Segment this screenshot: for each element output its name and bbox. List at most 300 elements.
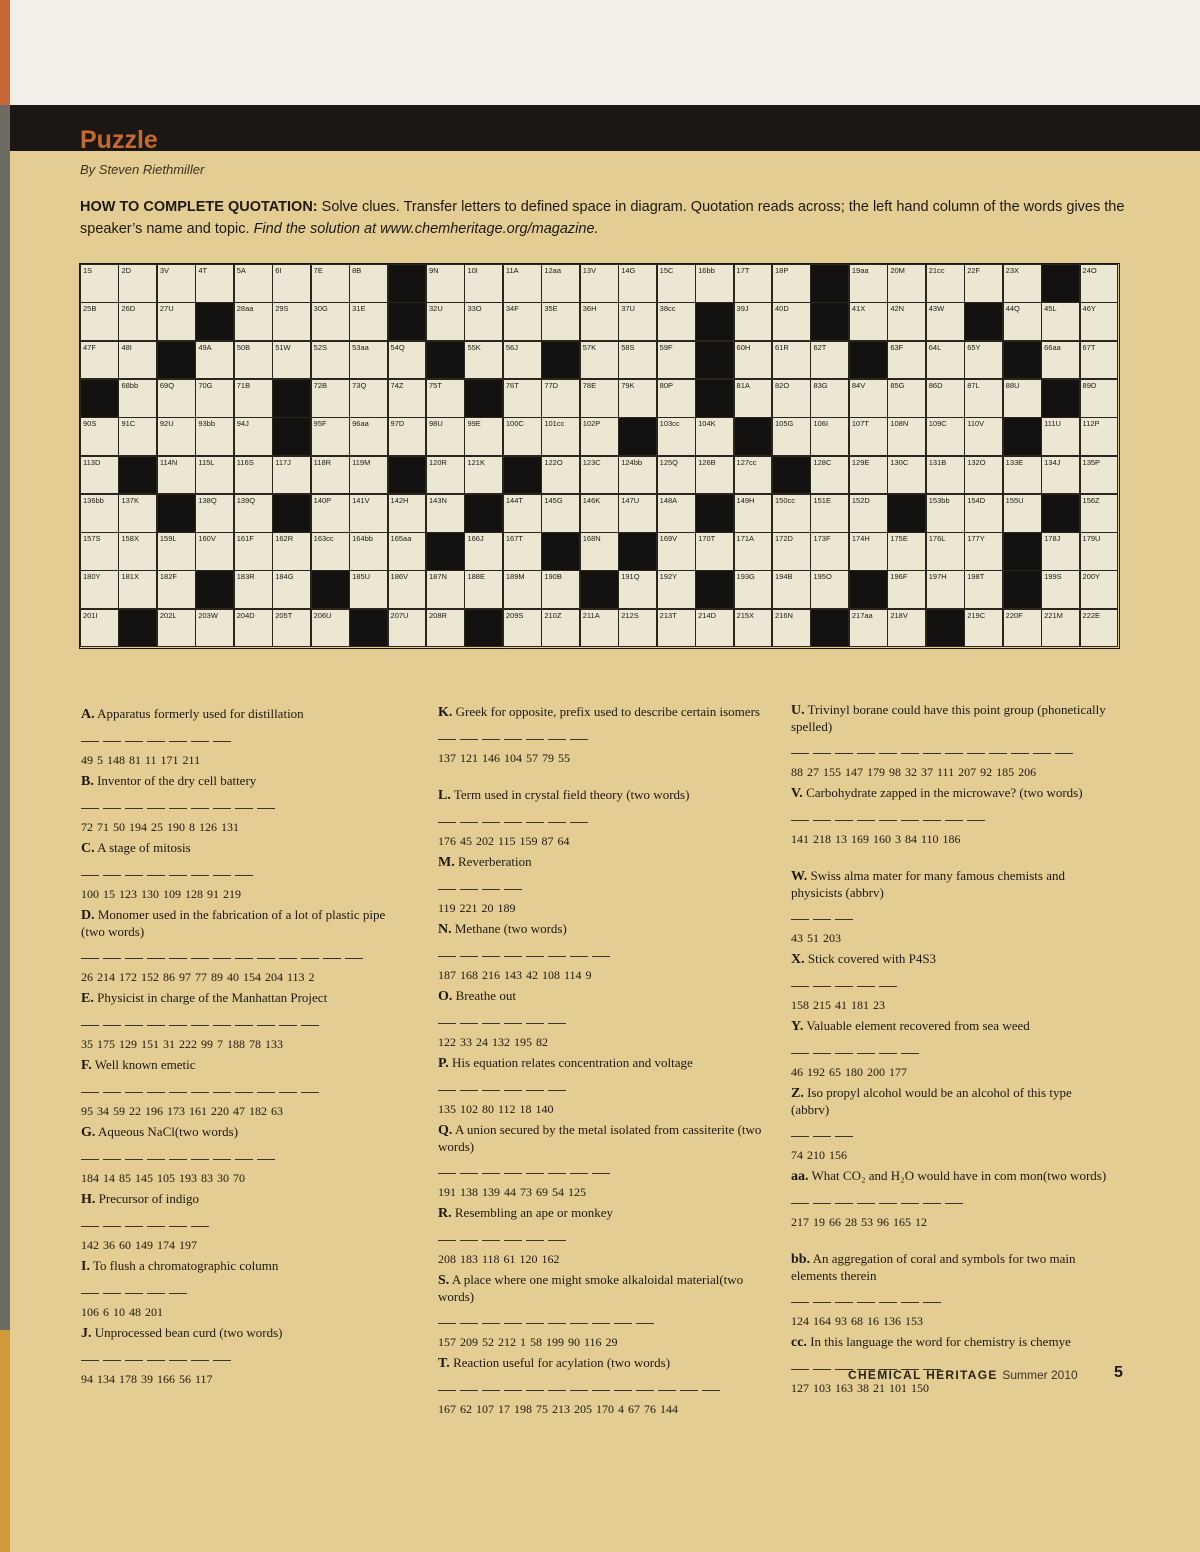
answer-blank[interactable] xyxy=(901,743,919,754)
answer-blanks[interactable] xyxy=(438,1230,768,1248)
grid-cell: 96aa xyxy=(349,417,388,456)
answer-blank[interactable] xyxy=(548,1313,566,1324)
grid-cell: 212S xyxy=(618,609,657,648)
answer-blank[interactable] xyxy=(923,1292,941,1303)
answer-blank[interactable] xyxy=(191,1082,209,1093)
answer-blank[interactable] xyxy=(438,1080,456,1091)
answer-blank[interactable] xyxy=(345,948,363,959)
answer-blanks[interactable] xyxy=(81,865,401,883)
answer-blanks[interactable] xyxy=(81,1216,401,1234)
answer-blank[interactable] xyxy=(191,948,209,959)
answer-blank[interactable] xyxy=(857,810,875,821)
answer-blank[interactable] xyxy=(460,1163,478,1174)
answer-blank[interactable] xyxy=(169,1149,187,1160)
answer-blank[interactable] xyxy=(548,1230,566,1241)
answer-blank[interactable] xyxy=(191,731,209,742)
answer-blank[interactable] xyxy=(213,1082,231,1093)
answer-blank[interactable] xyxy=(103,1149,121,1160)
grid-cell: 93bb xyxy=(195,417,234,456)
grid-cell: 211A xyxy=(580,609,619,648)
grid-cell: 97D xyxy=(388,417,427,456)
answer-blank[interactable] xyxy=(813,1359,831,1370)
answer-blank[interactable] xyxy=(702,1380,720,1391)
answer-blank[interactable] xyxy=(857,1292,875,1303)
answer-blank[interactable] xyxy=(1033,743,1051,754)
answer-blanks[interactable] xyxy=(791,1126,1111,1144)
answer-blank[interactable] xyxy=(835,743,853,754)
answer-blank[interactable] xyxy=(835,1292,853,1303)
answer-blank[interactable] xyxy=(438,812,456,823)
answer-blank[interactable] xyxy=(301,1082,319,1093)
grid-cell-blocked xyxy=(464,609,503,648)
answer-blank[interactable] xyxy=(103,1283,121,1294)
grid-cell: 32U xyxy=(426,302,465,341)
answer-blank[interactable] xyxy=(548,1380,566,1391)
answer-blank[interactable] xyxy=(791,743,809,754)
answer-blank[interactable] xyxy=(147,1149,165,1160)
answer-blank[interactable] xyxy=(482,812,500,823)
answer-blank[interactable] xyxy=(482,1163,500,1174)
answer-blanks[interactable] xyxy=(791,1193,1111,1211)
answer-blank[interactable] xyxy=(813,1043,831,1054)
answer-blanks[interactable] xyxy=(81,1350,401,1368)
answer-blank[interactable] xyxy=(791,1043,809,1054)
answer-blank[interactable] xyxy=(460,1313,478,1324)
answer-blank[interactable] xyxy=(438,1313,456,1324)
grid-cell: 15C xyxy=(657,264,696,303)
answer-blank[interactable] xyxy=(191,1015,209,1026)
grid-cell: 170T xyxy=(695,532,734,571)
answer-blank[interactable] xyxy=(813,810,831,821)
answer-blank[interactable] xyxy=(526,1013,544,1024)
answer-blank[interactable] xyxy=(504,1313,522,1324)
grid-cell: 48I xyxy=(118,341,157,380)
answer-blank[interactable] xyxy=(191,798,209,809)
answer-blank[interactable] xyxy=(460,946,478,957)
answer-blank[interactable] xyxy=(147,1216,165,1227)
answer-blanks[interactable] xyxy=(81,1082,401,1100)
answer-blank[interactable] xyxy=(592,1313,610,1324)
clue-item xyxy=(438,988,768,1050)
answer-blank[interactable] xyxy=(103,1015,121,1026)
answer-blank[interactable] xyxy=(901,1292,919,1303)
answer-blank[interactable] xyxy=(614,1380,632,1391)
grid-cell: 132O xyxy=(964,456,1003,495)
answer-blank[interactable] xyxy=(482,1313,500,1324)
answer-blank[interactable] xyxy=(813,909,831,920)
answer-blanks[interactable] xyxy=(438,879,768,897)
answer-blank[interactable] xyxy=(548,812,566,823)
grid-cell: 9N xyxy=(426,264,465,303)
grid-cell: 84V xyxy=(849,379,888,418)
answer-blank[interactable] xyxy=(460,1013,478,1024)
answer-blank[interactable] xyxy=(81,798,99,809)
answer-blank[interactable] xyxy=(279,1015,297,1026)
answer-blank[interactable] xyxy=(923,743,941,754)
answer-blank[interactable] xyxy=(438,946,456,957)
answer-blank[interactable] xyxy=(835,1126,853,1137)
answer-blank[interactable] xyxy=(813,1292,831,1303)
answer-blank[interactable] xyxy=(835,1043,853,1054)
answer-blank[interactable] xyxy=(901,810,919,821)
answer-blank[interactable] xyxy=(103,948,121,959)
answer-blank[interactable] xyxy=(791,810,809,821)
clue-item xyxy=(438,1122,768,1200)
answer-blanks[interactable] xyxy=(81,1149,401,1167)
answer-blank[interactable] xyxy=(879,1193,897,1204)
answer-blank[interactable] xyxy=(147,1283,165,1294)
answer-blank[interactable] xyxy=(526,729,544,740)
answer-blank[interactable] xyxy=(548,729,566,740)
grid-cell: 28aa xyxy=(234,302,273,341)
answer-blank[interactable] xyxy=(460,812,478,823)
answer-blank[interactable] xyxy=(923,810,941,821)
answer-blank[interactable] xyxy=(191,1149,209,1160)
grid-cell: 182F xyxy=(157,570,196,609)
answer-blank[interactable] xyxy=(169,1283,187,1294)
clue-item xyxy=(438,787,768,849)
answer-blanks[interactable] xyxy=(438,1080,768,1098)
grid-cell-blocked xyxy=(695,379,734,418)
answer-blank[interactable] xyxy=(570,729,588,740)
instructions-solution-link: Find the solution at www.chemheritage.org/magazine. xyxy=(253,221,599,237)
clue-text: Well known emetic xyxy=(94,1057,196,1072)
answer-blank[interactable] xyxy=(504,1080,522,1091)
answer-blank[interactable] xyxy=(191,1216,209,1227)
answer-blank[interactable] xyxy=(169,1082,187,1093)
answer-blank[interactable] xyxy=(147,1015,165,1026)
grid-cell: 185U xyxy=(349,570,388,609)
grid-cell: 214D xyxy=(695,609,734,648)
answer-blank[interactable] xyxy=(526,1380,544,1391)
grid-cell: 178J xyxy=(1041,532,1080,571)
grid-cell: 213T xyxy=(657,609,696,648)
answer-blank[interactable] xyxy=(813,1193,831,1204)
answer-blank[interactable] xyxy=(125,1350,143,1361)
answer-blank[interactable] xyxy=(945,743,963,754)
answer-blank[interactable] xyxy=(125,1082,143,1093)
answer-blank[interactable] xyxy=(791,1359,809,1370)
answer-blanks[interactable] xyxy=(791,1043,1111,1061)
answer-blank[interactable] xyxy=(791,1126,809,1137)
answer-blank[interactable] xyxy=(504,1163,522,1174)
answer-blank[interactable] xyxy=(438,1230,456,1241)
answer-blank[interactable] xyxy=(791,976,809,987)
answer-blanks[interactable] xyxy=(791,1292,1111,1310)
answer-blank[interactable] xyxy=(835,1193,853,1204)
answer-blank[interactable] xyxy=(213,1350,231,1361)
answer-blank[interactable] xyxy=(460,1080,478,1091)
answer-blank[interactable] xyxy=(1055,743,1073,754)
answer-blank[interactable] xyxy=(438,1380,456,1391)
answer-blanks[interactable] xyxy=(438,729,768,747)
answer-blank[interactable] xyxy=(257,798,275,809)
answer-blank[interactable] xyxy=(791,1292,809,1303)
answer-blank[interactable] xyxy=(813,976,831,987)
answer-blank[interactable] xyxy=(526,1080,544,1091)
answer-blank[interactable] xyxy=(482,1380,500,1391)
answer-blank[interactable] xyxy=(482,879,500,890)
answer-blank[interactable] xyxy=(791,1193,809,1204)
answer-blanks[interactable] xyxy=(791,976,1111,994)
grid-cell-blocked xyxy=(849,341,888,380)
answer-blank[interactable] xyxy=(504,879,522,890)
answer-blanks[interactable] xyxy=(81,798,401,816)
answer-blank[interactable] xyxy=(592,1163,610,1174)
answer-blank[interactable] xyxy=(103,1350,121,1361)
answer-blank[interactable] xyxy=(213,1149,231,1160)
answer-blank[interactable] xyxy=(81,1015,99,1026)
answer-blank[interactable] xyxy=(504,729,522,740)
answer-blank[interactable] xyxy=(879,1292,897,1303)
answer-blank[interactable] xyxy=(169,865,187,876)
answer-blanks[interactable] xyxy=(81,1283,401,1301)
answer-blanks[interactable] xyxy=(438,946,768,964)
answer-blanks[interactable] xyxy=(438,812,768,830)
answer-blank[interactable] xyxy=(125,798,143,809)
answer-blank[interactable] xyxy=(235,865,253,876)
answer-blank[interactable] xyxy=(279,948,297,959)
answer-blank[interactable] xyxy=(636,1380,654,1391)
answer-blank[interactable] xyxy=(879,743,897,754)
grid-cell: 191Q xyxy=(618,570,657,609)
answer-blank[interactable] xyxy=(570,1313,588,1324)
grid-cell: 94J xyxy=(234,417,273,456)
answer-blanks[interactable] xyxy=(791,810,1111,828)
answer-blank[interactable] xyxy=(1011,743,1029,754)
answer-blank[interactable] xyxy=(548,1080,566,1091)
answer-blank[interactable] xyxy=(636,1313,654,1324)
answer-blanks[interactable] xyxy=(438,1313,768,1331)
answer-blank[interactable] xyxy=(857,1193,875,1204)
answer-blanks[interactable] xyxy=(81,1015,401,1033)
clue-letter: Q. xyxy=(438,1123,453,1138)
clue-item xyxy=(791,702,1111,780)
answer-blank[interactable] xyxy=(147,798,165,809)
answer-blank[interactable] xyxy=(504,812,522,823)
answer-blank[interactable] xyxy=(482,1080,500,1091)
grid-cell-blocked xyxy=(388,456,427,495)
answer-blank[interactable] xyxy=(438,879,456,890)
page-number: 5 xyxy=(1114,1364,1123,1381)
answer-blank[interactable] xyxy=(857,743,875,754)
answer-blank[interactable] xyxy=(460,729,478,740)
answer-blank[interactable] xyxy=(658,1380,676,1391)
answer-blank[interactable] xyxy=(81,865,99,876)
answer-blank[interactable] xyxy=(482,946,500,957)
answer-blank[interactable] xyxy=(147,948,165,959)
answer-blank[interactable] xyxy=(592,946,610,957)
answer-blank[interactable] xyxy=(813,1126,831,1137)
answer-blank[interactable] xyxy=(147,1082,165,1093)
answer-blank[interactable] xyxy=(125,948,143,959)
grid-cell: 150cc xyxy=(772,494,811,533)
answer-blank[interactable] xyxy=(791,909,809,920)
answer-blank[interactable] xyxy=(169,798,187,809)
answer-blank[interactable] xyxy=(81,1082,99,1093)
answer-blank[interactable] xyxy=(901,1043,919,1054)
answer-blanks[interactable] xyxy=(438,1013,768,1031)
answer-blank[interactable] xyxy=(504,1230,522,1241)
answer-blank[interactable] xyxy=(213,948,231,959)
clue-item xyxy=(791,1168,1111,1230)
clue-text: Greek for opposite, prefix used to describe certain isomers xyxy=(455,704,760,719)
answer-blank[interactable] xyxy=(548,1013,566,1024)
answer-blank[interactable] xyxy=(213,731,231,742)
answer-blank[interactable] xyxy=(438,729,456,740)
answer-blank[interactable] xyxy=(257,948,275,959)
grid-cell: 179U xyxy=(1080,532,1119,571)
answer-blank[interactable] xyxy=(81,1149,99,1160)
grid-cell: 112P xyxy=(1080,417,1119,456)
answer-blank[interactable] xyxy=(147,865,165,876)
answer-blank[interactable] xyxy=(504,946,522,957)
answer-blank[interactable] xyxy=(169,731,187,742)
answer-blanks[interactable] xyxy=(438,1380,768,1398)
answer-blank[interactable] xyxy=(526,1163,544,1174)
answer-blank[interactable] xyxy=(857,976,875,987)
answer-blank[interactable] xyxy=(570,1380,588,1391)
clue-title xyxy=(81,840,401,857)
answer-blanks[interactable] xyxy=(791,909,1111,927)
answer-blank[interactable] xyxy=(125,1149,143,1160)
grid-cell-blocked xyxy=(849,570,888,609)
answer-blank[interactable] xyxy=(257,1149,275,1160)
answer-blank[interactable] xyxy=(592,1380,610,1391)
answer-blank[interactable] xyxy=(570,812,588,823)
answer-blank[interactable] xyxy=(235,1015,253,1026)
answer-blank[interactable] xyxy=(460,1230,478,1241)
answer-blank[interactable] xyxy=(482,729,500,740)
answer-blank[interactable] xyxy=(125,865,143,876)
grid-cell: 207U xyxy=(388,609,427,648)
answer-blank[interactable] xyxy=(301,1015,319,1026)
answer-blank[interactable] xyxy=(438,1163,456,1174)
answer-blanks[interactable] xyxy=(81,731,401,749)
grid-cell: 10I xyxy=(464,264,503,303)
answer-blank[interactable] xyxy=(169,1216,187,1227)
answer-blank[interactable] xyxy=(235,948,253,959)
clue-text: Inventor of the dry cell battery xyxy=(97,773,257,788)
answer-blank[interactable] xyxy=(169,1015,187,1026)
answer-blank[interactable] xyxy=(857,1043,875,1054)
grid-cell: 125Q xyxy=(657,456,696,495)
answer-blank[interactable] xyxy=(680,1380,698,1391)
answer-blank[interactable] xyxy=(103,865,121,876)
answer-blank[interactable] xyxy=(879,1043,897,1054)
answer-blanks[interactable] xyxy=(438,1163,768,1181)
grid-cell: 30G xyxy=(311,302,350,341)
clue-grid-numbers: 119 221 20 189 xyxy=(438,901,516,915)
answer-blank[interactable] xyxy=(526,1230,544,1241)
answer-blank[interactable] xyxy=(548,946,566,957)
answer-blank[interactable] xyxy=(257,1082,275,1093)
answer-blank[interactable] xyxy=(81,1216,99,1227)
answer-blank[interactable] xyxy=(191,865,209,876)
answer-blanks[interactable] xyxy=(81,948,401,966)
answer-blank[interactable] xyxy=(923,1193,941,1204)
answer-blank[interactable] xyxy=(460,879,478,890)
answer-blank[interactable] xyxy=(879,810,897,821)
answer-blank[interactable] xyxy=(147,731,165,742)
grid-cell: 38cc xyxy=(657,302,696,341)
answer-blank[interactable] xyxy=(967,743,985,754)
answer-blank[interactable] xyxy=(438,1013,456,1024)
answer-blank[interactable] xyxy=(103,1216,121,1227)
answer-blank[interactable] xyxy=(835,909,853,920)
grid-cell: 216N xyxy=(772,609,811,648)
answer-blank[interactable] xyxy=(323,948,341,959)
answer-blank[interactable] xyxy=(279,1082,297,1093)
answer-blank[interactable] xyxy=(526,1313,544,1324)
answer-blank[interactable] xyxy=(945,810,963,821)
answer-blank[interactable] xyxy=(835,810,853,821)
answer-blank[interactable] xyxy=(301,948,319,959)
clue-item xyxy=(438,1355,768,1417)
answer-blank[interactable] xyxy=(482,1230,500,1241)
answer-blank[interactable] xyxy=(103,798,121,809)
clue-item xyxy=(791,1251,1111,1329)
clue-grid-numbers: 142 36 60 149 174 197 xyxy=(81,1238,197,1252)
answer-blank[interactable] xyxy=(879,976,897,987)
answer-blank[interactable] xyxy=(526,946,544,957)
clue-item xyxy=(81,706,401,768)
answer-blank[interactable] xyxy=(901,1193,919,1204)
answer-blank[interactable] xyxy=(235,1082,253,1093)
answer-blank[interactable] xyxy=(125,731,143,742)
answer-blank[interactable] xyxy=(191,1350,209,1361)
clue-text: Precursor of indigo xyxy=(98,1191,200,1206)
answer-blank[interactable] xyxy=(967,810,985,821)
answer-blank[interactable] xyxy=(989,743,1007,754)
answer-blank[interactable] xyxy=(570,1163,588,1174)
answer-blank[interactable] xyxy=(614,1313,632,1324)
answer-blank[interactable] xyxy=(460,1380,478,1391)
answer-blank[interactable] xyxy=(81,1283,99,1294)
answer-blank[interactable] xyxy=(169,948,187,959)
answer-blank[interactable] xyxy=(235,798,253,809)
answer-blank[interactable] xyxy=(526,812,544,823)
answer-blanks[interactable] xyxy=(791,743,1111,761)
answer-blank[interactable] xyxy=(213,1015,231,1026)
answer-blank[interactable] xyxy=(813,743,831,754)
grid-cell-blocked xyxy=(349,609,388,648)
answer-blank[interactable] xyxy=(125,1015,143,1026)
answer-blank[interactable] xyxy=(570,946,588,957)
answer-blank[interactable] xyxy=(213,798,231,809)
answer-blank[interactable] xyxy=(482,1013,500,1024)
clue-item xyxy=(438,1205,768,1267)
answer-blank[interactable] xyxy=(81,1350,99,1361)
answer-blank[interactable] xyxy=(81,731,99,742)
grid-cell: 173F xyxy=(810,532,849,571)
answer-blank[interactable] xyxy=(257,1015,275,1026)
answer-blank[interactable] xyxy=(945,1193,963,1204)
answer-blank[interactable] xyxy=(548,1163,566,1174)
answer-blank[interactable] xyxy=(235,1149,253,1160)
answer-blank[interactable] xyxy=(213,865,231,876)
answer-blank[interactable] xyxy=(103,1082,121,1093)
answer-blank[interactable] xyxy=(125,1283,143,1294)
answer-blank[interactable] xyxy=(147,1350,165,1361)
answer-blank[interactable] xyxy=(169,1350,187,1361)
answer-blank[interactable] xyxy=(504,1013,522,1024)
answer-blank[interactable] xyxy=(504,1380,522,1391)
answer-blank[interactable] xyxy=(835,976,853,987)
answer-blank[interactable] xyxy=(103,731,121,742)
answer-blank[interactable] xyxy=(81,948,99,959)
answer-blank[interactable] xyxy=(125,1216,143,1227)
